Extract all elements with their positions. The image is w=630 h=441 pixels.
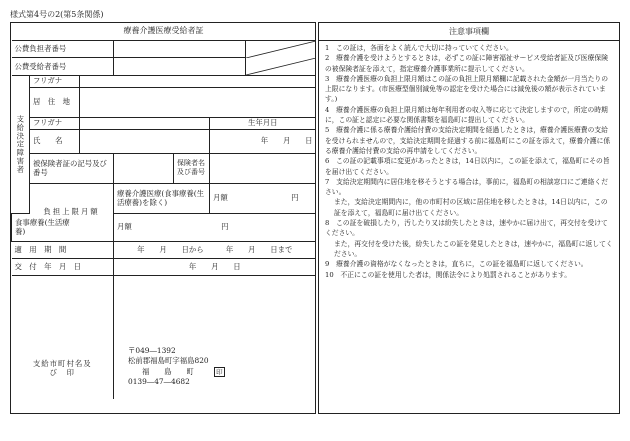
address-label: 居 住 地 [30, 87, 80, 117]
insurer-label: 保険者名及び番号 [174, 153, 210, 183]
birthdate-label: 生年月日 [210, 117, 316, 129]
municipality-address: 松前郡福島町字福島820 [128, 356, 209, 365]
insurer-field [210, 153, 316, 183]
note-item: 8 この証を破損したり，汚したり又は紛失したときは，速やかに届け出て，再交付を受けてください。 [325, 219, 608, 238]
municipality-name: 福 島 町 印 [142, 366, 223, 376]
municipality-label: 支給市町村名及 び 印 [12, 275, 114, 399]
beneficiary-label: 支給決定障害者 [12, 75, 30, 213]
postal-code: 〒049―1392 [128, 345, 176, 355]
issue-date-label: 交 付 年 月 日 [12, 258, 114, 275]
note-item: 4 療養介護医療の負担上限月額は毎年利用者の収入等に応じて決定しますので，所定の時期に，この証と認定に必要な関係書類を福島町に提出してください。 [325, 105, 608, 125]
municipality-block [114, 275, 316, 399]
note-item: 10 不正にこの証を使用した者は，関係法令により処罰されることがあります。 [325, 270, 571, 279]
note-item: 3 療養介護医療の負担上限月額はこの証の負担上限月額欄に記載された金額が一月当たりの上限になります。(市医療型個別減免等の認定を受けた場合には減免後の額が表示されています。) [325, 74, 608, 104]
name-field [80, 129, 210, 153]
certificate-title: 療養介護医療受給者証 [12, 23, 316, 40]
medical-amount: 月額 円 [210, 183, 316, 213]
furigana-label-2: フリガナ [30, 117, 80, 129]
note-item: 5 療養介護に係る療養介護給付費の支給決定期間を経過したときは，療養介護医療費の支給を受けられませんので，支給決定期間を経過する前に福島町にこの証を添えて，療養介護に係る療養介護給付費の支給の再申請をしてください。 [325, 126, 611, 155]
note-item: 1 この証は，各面をよく読んで大切に持っていてください。 [325, 44, 513, 52]
insurance-field [114, 153, 174, 183]
form-number: 様式第4号の2(第5条関係) [10, 10, 104, 19]
address-field [80, 87, 316, 117]
meal-amount: 月額 円 [114, 213, 246, 241]
certificate-panel [10, 22, 316, 414]
payer-number-label: 公費負担者番号 [12, 40, 114, 58]
notes-list [319, 41, 619, 282]
note-item: 2 療養介護を受けようとするときは，必ずこの証に障害福祉サービス受給者証及び医療保険の被保険者証を添えて，指定療養介護事業所に提示してください。 [325, 54, 608, 73]
period-label: 適 用 期 間 [12, 241, 114, 258]
meal-label: 食事療養(生活療養) [12, 213, 80, 241]
notes-panel [318, 22, 620, 414]
payer-number-boxes [114, 40, 246, 58]
name-label: 氏 名 [30, 129, 80, 153]
recipient-number-label: 公費受給者番号 [12, 58, 114, 76]
payer-number-diagonal [246, 40, 316, 58]
insurance-label: 被保険者証の記号及び番号 [30, 153, 114, 183]
note-item: 6 この証の記載事項に変更があったときは，14日以内に，この証を添えて，福島町にその旨を届け出てください。 [325, 157, 610, 176]
certificate-table [11, 23, 316, 399]
note-item: 7 支給決定期間内に居住地を移そうとする場合は，事前に，福島町の相談窓口にご連絡ください。 [325, 177, 608, 197]
period-value: 年 月 日から 年 月 日まで [114, 241, 316, 258]
note-item: 9 療養介護の資格がなくなったときは，直ちに，この証を福島町に返してください。 [325, 260, 588, 269]
note-item: また，再交付を受けた後，紛失したこの証を発見したときは，速やかに，福島町に返してください。 [334, 239, 613, 258]
issue-date-value: 年 月 日 [114, 258, 316, 275]
municipality-phone: 0139―47―4682 [128, 377, 190, 386]
seal-mark: 印 [216, 367, 223, 376]
birthdate-value: 年 月 日 [210, 129, 316, 153]
limit-label: 負担上限月額 [30, 183, 114, 241]
note-item: また，支給決定期間内に，他の市町村の区域に居住地を移したときは，14日以内に，この証を添えて，福島町に届け出てください。 [334, 198, 608, 217]
medical-label: 療養介護医療(食事療養(生活療養)を除く) [114, 183, 210, 213]
recipient-number-boxes [114, 58, 246, 76]
furigana-label: フリガナ [30, 75, 80, 87]
recipient-number-diagonal [246, 58, 316, 76]
notes-title: 注意事項欄 [319, 24, 619, 41]
